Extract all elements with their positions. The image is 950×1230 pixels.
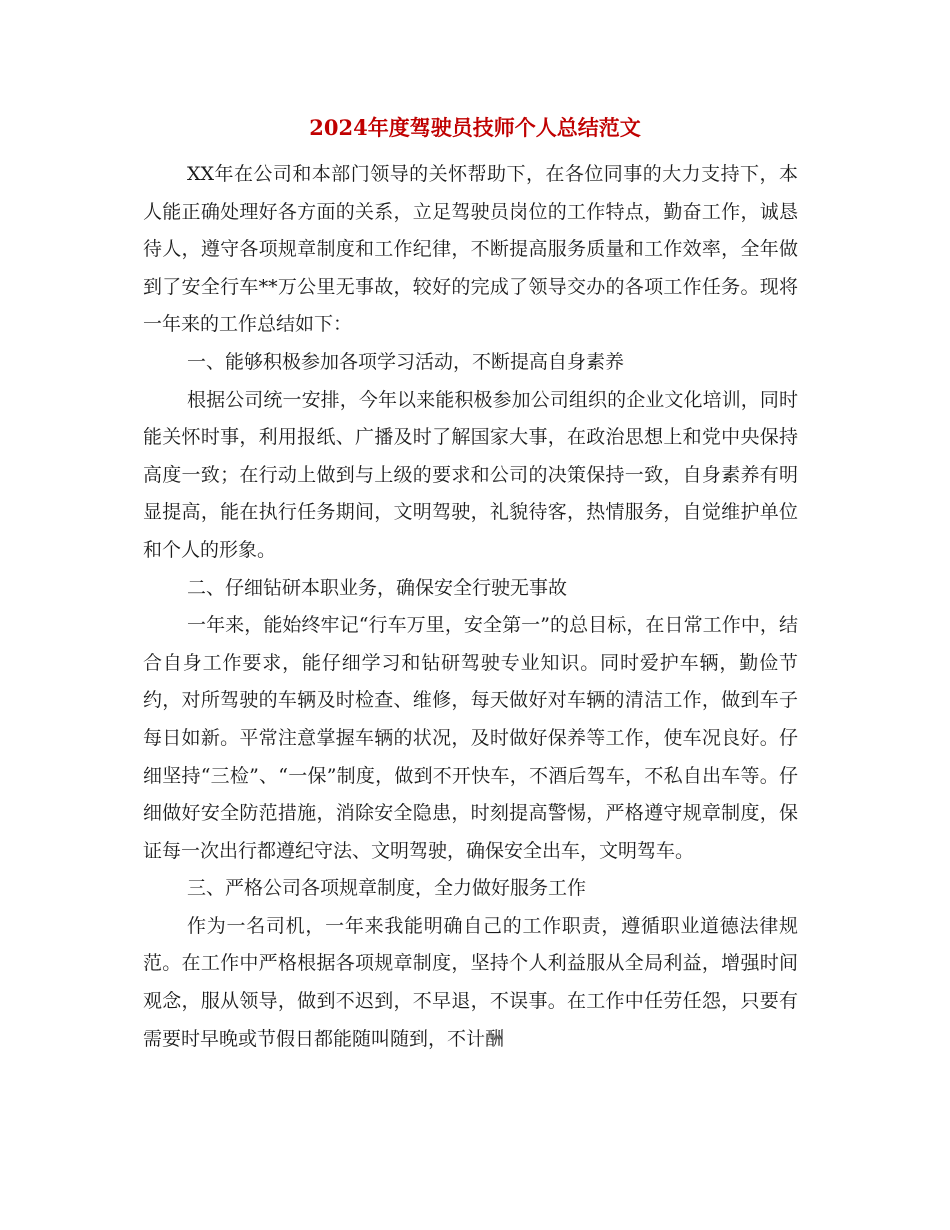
section-heading-2: 二、仔细钻研本职业务，确保安全行驶无事故 (187, 576, 568, 599)
document-body (143, 156, 798, 1058)
document-title: 2024年度驾驶员技师个人总结范文 (309, 115, 641, 140)
section-heading-1: 一、能够积极参加各项学习活动，不断提高自身素养 (187, 350, 625, 373)
intro-paragraph: XX年在公司和本部门领导的关怀帮助下，在各位同事的大力支持下，本人能正确处理好各方面的关系，立足驾驶员岗位的工作特点，勤奋工作，诚恳待人，遵守各项规章制度和工作纪律，不断提高服务质量和工作效率，全年做到了安全行车**万公里无事故，较好的完成了领导交办的各项工作任务。现将一年来的工作总结如下： (143, 163, 798, 336)
section-paragraph-3: 作为一名司机，一年来我能明确自己的工作职责，遵循职业道德法律规范。在工作中严格根据各项规章制度，坚持个人利益服从全局利益，增强时间观念，服从领导，做到不迟到，不早退，不误事。在工作中任劳任怨，只要有需要时早晚或节假日都能随叫随到，不计酬 (143, 914, 798, 1050)
section-paragraph-2: 一年来，能始终牢记“行车万里，安全第一”的总目标，在日常工作中，结合自身工作要求，能仔细学习和钻研驾驶专业知识。同时爱护车辆，勤俭节约，对所驾驶的车辆及时检查、维修，每天做好对车辆的清洁工作，做到车子每日如新。平常注意掌握车辆的状况，及时做好保养等工作，使车况良好。仔细坚持“三检”、“一保”制度，做到不开快车，不酒后驾车，不私自出车等。仔细做好安全防范措施，消除安全隐患，时刻提高警惕，严格遵守规章制度，保证每一次出行都遵纪守法、文明驾驶，确保安全出车，文明驾车。 (143, 614, 798, 862)
section-paragraph-1: 根据公司统一安排，今年以来能积极参加公司组织的企业文化培训，同时能关怀时事，利用报纸、广播及时了解国家大事，在政治思想上和党中央保持高度一致；在行动上做到与上级的要求和公司的决策保持一致，自身素养有明显提高，能在执行任务期间，文明驾驶，礼貌待客，热情服务，自觉维护单位和个人的形象。 (143, 388, 798, 561)
section-heading-3: 三、严格公司各项规章制度，全力做好服务工作 (187, 877, 587, 900)
